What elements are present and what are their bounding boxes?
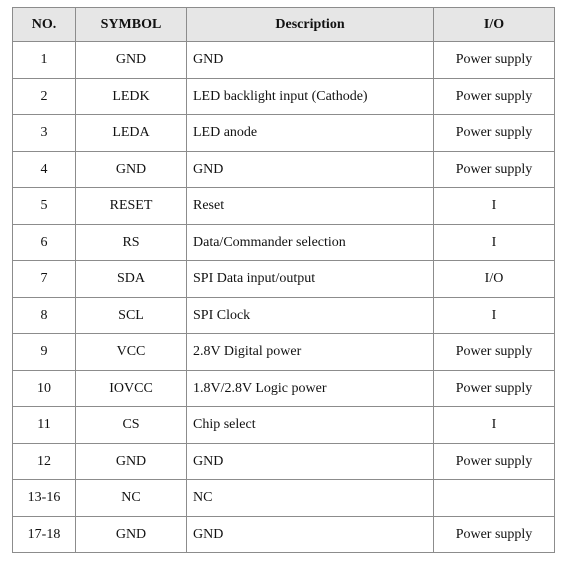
header-io: I/O — [434, 8, 555, 42]
table-row — [13, 261, 555, 298]
cell-symbol: CS — [76, 407, 187, 444]
cell-io: Power supply — [434, 115, 555, 152]
table-row — [13, 407, 555, 444]
cell-io: I — [434, 297, 555, 334]
cell-io: Power supply — [434, 151, 555, 188]
cell-no: 8 — [13, 297, 76, 334]
table-row — [13, 188, 555, 225]
header-no: NO. — [13, 8, 76, 42]
cell-io: Power supply — [434, 443, 555, 480]
cell-description: Data/Commander selection — [187, 224, 434, 261]
cell-symbol: LEDK — [76, 78, 187, 115]
cell-symbol: RS — [76, 224, 187, 261]
cell-io: Power supply — [434, 78, 555, 115]
cell-io: Power supply — [434, 42, 555, 79]
cell-io: I/O — [434, 261, 555, 298]
cell-no: 10 — [13, 370, 76, 407]
cell-symbol: SDA — [76, 261, 187, 298]
cell-description: Chip select — [187, 407, 434, 444]
cell-no: 5 — [13, 188, 76, 225]
cell-io: I — [434, 407, 555, 444]
table-row — [13, 297, 555, 334]
cell-io: I — [434, 224, 555, 261]
cell-no: 7 — [13, 261, 76, 298]
cell-symbol: RESET — [76, 188, 187, 225]
cell-description: GND — [187, 151, 434, 188]
cell-description: SPI Clock — [187, 297, 434, 334]
cell-description: 1.8V/2.8V Logic power — [187, 370, 434, 407]
header-description: Description — [187, 8, 434, 42]
pin-definition-table-container — [12, 7, 554, 553]
table-row — [13, 516, 555, 553]
cell-symbol: VCC — [76, 334, 187, 371]
table-row — [13, 224, 555, 261]
cell-description: LED anode — [187, 115, 434, 152]
cell-description: GND — [187, 42, 434, 79]
cell-description: 2.8V Digital power — [187, 334, 434, 371]
cell-description: SPI Data input/output — [187, 261, 434, 298]
table-row — [13, 151, 555, 188]
cell-no: 6 — [13, 224, 76, 261]
table-row — [13, 370, 555, 407]
table-body — [13, 42, 555, 553]
table-row — [13, 334, 555, 371]
cell-no: 12 — [13, 443, 76, 480]
cell-description: NC — [187, 480, 434, 517]
cell-io: Power supply — [434, 516, 555, 553]
cell-no: 11 — [13, 407, 76, 444]
cell-no: 2 — [13, 78, 76, 115]
cell-no: 4 — [13, 151, 76, 188]
table-row — [13, 443, 555, 480]
table-header — [13, 8, 555, 42]
cell-io: Power supply — [434, 334, 555, 371]
cell-description: Reset — [187, 188, 434, 225]
pin-definition-table — [12, 7, 555, 553]
cell-no: 1 — [13, 42, 76, 79]
table-row — [13, 42, 555, 79]
cell-symbol: IOVCC — [76, 370, 187, 407]
cell-symbol: GND — [76, 151, 187, 188]
cell-no: 3 — [13, 115, 76, 152]
cell-no: 13-16 — [13, 480, 76, 517]
cell-io: I — [434, 188, 555, 225]
cell-symbol: GND — [76, 516, 187, 553]
table-row — [13, 78, 555, 115]
cell-symbol: GND — [76, 42, 187, 79]
cell-description: LED backlight input (Cathode) — [187, 78, 434, 115]
cell-symbol: SCL — [76, 297, 187, 334]
header-symbol: SYMBOL — [76, 8, 187, 42]
cell-symbol: NC — [76, 480, 187, 517]
cell-io — [434, 480, 555, 517]
table-row — [13, 115, 555, 152]
cell-no: 9 — [13, 334, 76, 371]
cell-io: Power supply — [434, 370, 555, 407]
cell-symbol: GND — [76, 443, 187, 480]
cell-symbol: LEDA — [76, 115, 187, 152]
cell-no: 17-18 — [13, 516, 76, 553]
header-row — [13, 8, 555, 42]
table-row — [13, 480, 555, 517]
cell-description: GND — [187, 516, 434, 553]
cell-description: GND — [187, 443, 434, 480]
